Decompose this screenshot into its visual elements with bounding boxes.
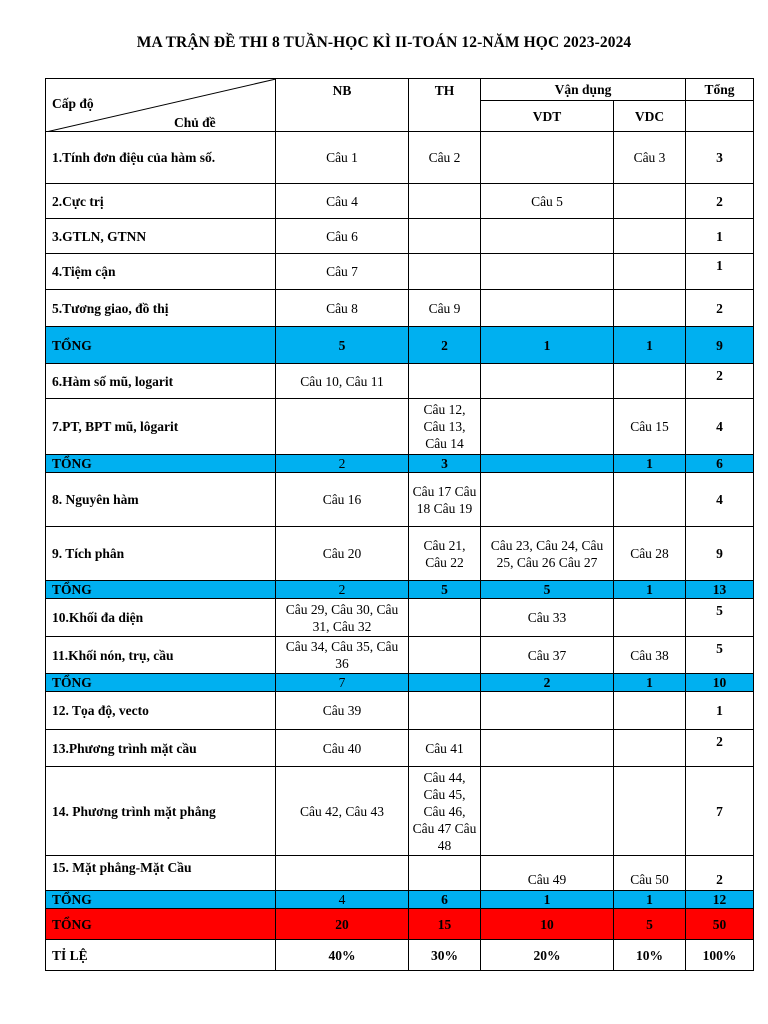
vdc-cell bbox=[614, 254, 686, 290]
nb-cell: 2 bbox=[276, 455, 409, 473]
th-cell: 5 bbox=[409, 581, 481, 599]
total-cell: 2 bbox=[686, 290, 754, 327]
subtotal-row bbox=[46, 455, 754, 473]
vdc-cell: Câu 50 bbox=[614, 856, 686, 891]
vdt-header: VDT bbox=[481, 101, 614, 132]
total-cell: 50 bbox=[686, 909, 754, 940]
page-title: MA TRẬN ĐỀ THI 8 TUẦN-HỌC KÌ II-TOÁN 12-NĂM HỌC 2023-2024 bbox=[136, 34, 632, 51]
vdt-cell: Câu 5 bbox=[481, 184, 614, 219]
nb-header: NB bbox=[276, 79, 409, 132]
th-cell: Câu 41 bbox=[409, 730, 481, 767]
nb-cell: Câu 29, Câu 30, Câu 31, Câu 32 bbox=[276, 599, 409, 637]
table-row bbox=[46, 132, 754, 184]
vdc-cell: 1 bbox=[614, 891, 686, 909]
vdc-cell bbox=[614, 692, 686, 730]
nb-cell: Câu 16 bbox=[276, 473, 409, 527]
nb-cell: 2 bbox=[276, 581, 409, 599]
topic-cell: 15. Mặt phẳng-Mặt Cầu bbox=[46, 856, 276, 891]
vdt-cell: Câu 37 bbox=[481, 637, 614, 674]
total-cell: 5 bbox=[686, 637, 754, 674]
topic-cell: 4.Tiệm cận bbox=[46, 254, 276, 290]
th-cell bbox=[409, 254, 481, 290]
vdt-cell bbox=[481, 767, 614, 856]
vdt-cell: 10 bbox=[481, 909, 614, 940]
th-cell bbox=[409, 856, 481, 891]
nb-cell bbox=[276, 856, 409, 891]
vdc-cell bbox=[614, 767, 686, 856]
th-cell bbox=[409, 184, 481, 219]
vdt-cell bbox=[481, 730, 614, 767]
nb-cell: Câu 8 bbox=[276, 290, 409, 327]
table-row bbox=[46, 254, 754, 290]
th-cell: 3 bbox=[409, 455, 481, 473]
vdc-cell bbox=[614, 599, 686, 637]
ratio-label: TỈ LỆ bbox=[46, 940, 276, 971]
table-row bbox=[46, 473, 754, 527]
nb-cell: Câu 10, Câu 11 bbox=[276, 364, 409, 399]
table-row bbox=[46, 290, 754, 327]
topic-cell: 11.Khối nón, trụ, cầu bbox=[46, 637, 276, 674]
vdt-cell: 20% bbox=[481, 940, 614, 971]
vandung-header: Vận dụng bbox=[481, 79, 686, 101]
th-cell: 6 bbox=[409, 891, 481, 909]
nb-cell: 5 bbox=[276, 327, 409, 364]
table-row bbox=[46, 399, 754, 455]
topic-cell: 12. Tọa độ, vecto bbox=[46, 692, 276, 730]
topic-cell: 13.Phương trình mặt cầu bbox=[46, 730, 276, 767]
nb-cell: 7 bbox=[276, 674, 409, 692]
vdt-cell: 1 bbox=[481, 327, 614, 364]
total-cell: 3 bbox=[686, 132, 754, 184]
nb-cell: Câu 20 bbox=[276, 527, 409, 581]
topic-cell: 5.Tương giao, đồ thị bbox=[46, 290, 276, 327]
topic-cell: 3.GTLN, GTNN bbox=[46, 219, 276, 254]
nb-cell: Câu 7 bbox=[276, 254, 409, 290]
topic-cell: 9. Tích phân bbox=[46, 527, 276, 581]
level-topic-header-cell bbox=[46, 79, 276, 132]
subtotal-row bbox=[46, 327, 754, 364]
level-header: Cấp độ bbox=[52, 96, 94, 111]
total-header-empty bbox=[686, 101, 754, 132]
total-cell: 2 bbox=[686, 856, 754, 891]
vdc-cell: Câu 28 bbox=[614, 527, 686, 581]
total-cell: 13 bbox=[686, 581, 754, 599]
exam-matrix-table bbox=[45, 78, 754, 971]
vdc-cell bbox=[614, 364, 686, 399]
nb-cell: Câu 4 bbox=[276, 184, 409, 219]
topic-cell: 6.Hàm số mũ, logarit bbox=[46, 364, 276, 399]
topic-cell: 7.PT, BPT mũ, lôgarit bbox=[46, 399, 276, 455]
th-cell: Câu 44, Câu 45, Câu 46, Câu 47 Câu 48 bbox=[409, 767, 481, 856]
header-row bbox=[46, 79, 754, 101]
topic-cell: 8. Nguyên hàm bbox=[46, 473, 276, 527]
total-cell: 5 bbox=[686, 599, 754, 637]
total-header: Tổng bbox=[686, 79, 754, 101]
th-cell: Câu 12, Câu 13, Câu 14 bbox=[409, 399, 481, 455]
vdt-cell bbox=[481, 254, 614, 290]
th-cell bbox=[409, 219, 481, 254]
vdc-cell bbox=[614, 730, 686, 767]
table-row bbox=[46, 219, 754, 254]
vdc-cell: 1 bbox=[614, 674, 686, 692]
topic-header: Chủ đề bbox=[174, 115, 216, 130]
vdc-cell: Câu 3 bbox=[614, 132, 686, 184]
nb-cell: Câu 1 bbox=[276, 132, 409, 184]
topic-cell: 14. Phương trình mặt phẳng bbox=[46, 767, 276, 856]
th-cell: Câu 17 Câu 18 Câu 19 bbox=[409, 473, 481, 527]
table-row bbox=[46, 637, 754, 674]
table-row bbox=[46, 527, 754, 581]
total-cell: 2 bbox=[686, 184, 754, 219]
table-row bbox=[46, 730, 754, 767]
nb-cell: Câu 34, Câu 35, Câu 36 bbox=[276, 637, 409, 674]
topic-cell: 1.Tính đơn điệu của hàm số. bbox=[46, 132, 276, 184]
vdc-cell bbox=[614, 473, 686, 527]
total-cell: 10 bbox=[686, 674, 754, 692]
th-cell bbox=[409, 364, 481, 399]
vdc-cell bbox=[614, 184, 686, 219]
nb-cell: 20 bbox=[276, 909, 409, 940]
vdt-cell: 2 bbox=[481, 674, 614, 692]
total-cell: 1 bbox=[686, 692, 754, 730]
vdc-cell: Câu 38 bbox=[614, 637, 686, 674]
table-row bbox=[46, 692, 754, 730]
vdt-cell: 1 bbox=[481, 891, 614, 909]
total-cell: 4 bbox=[686, 399, 754, 455]
grand-total-label: TỔNG bbox=[46, 909, 276, 940]
subtotal-label: TỔNG bbox=[46, 674, 276, 692]
th-cell: 2 bbox=[409, 327, 481, 364]
total-cell: 4 bbox=[686, 473, 754, 527]
table-row bbox=[46, 364, 754, 399]
nb-cell bbox=[276, 399, 409, 455]
vdt-cell bbox=[481, 692, 614, 730]
vdc-cell bbox=[614, 290, 686, 327]
grand-total-row bbox=[46, 909, 754, 940]
vdc-cell: 1 bbox=[614, 581, 686, 599]
total-cell: 6 bbox=[686, 455, 754, 473]
th-cell bbox=[409, 637, 481, 674]
total-cell: 2 bbox=[686, 364, 754, 399]
th-cell: Câu 2 bbox=[409, 132, 481, 184]
subtotal-row bbox=[46, 674, 754, 692]
vdt-cell bbox=[481, 473, 614, 527]
nb-cell: Câu 6 bbox=[276, 219, 409, 254]
total-cell: 9 bbox=[686, 327, 754, 364]
total-cell: 1 bbox=[686, 254, 754, 290]
vdt-cell bbox=[481, 219, 614, 254]
vdt-cell: Câu 23, Câu 24, Câu 25, Câu 26 Câu 27 bbox=[481, 527, 614, 581]
subtotal-label: TỔNG bbox=[46, 455, 276, 473]
vdt-cell bbox=[481, 399, 614, 455]
vdc-cell: 5 bbox=[614, 909, 686, 940]
th-cell bbox=[409, 674, 481, 692]
vdc-cell bbox=[614, 219, 686, 254]
th-cell: 30% bbox=[409, 940, 481, 971]
table-row bbox=[46, 599, 754, 637]
th-cell bbox=[409, 692, 481, 730]
nb-cell: 4 bbox=[276, 891, 409, 909]
th-cell bbox=[409, 599, 481, 637]
vdt-cell: Câu 49 bbox=[481, 856, 614, 891]
vdc-cell: Câu 15 bbox=[614, 399, 686, 455]
subtotal-row bbox=[46, 581, 754, 599]
nb-cell: Câu 39 bbox=[276, 692, 409, 730]
vdt-cell bbox=[481, 455, 614, 473]
total-cell: 100% bbox=[686, 940, 754, 971]
table-row bbox=[46, 767, 754, 856]
subtotal-row bbox=[46, 891, 754, 909]
total-cell: 9 bbox=[686, 527, 754, 581]
ratio-row bbox=[46, 940, 754, 971]
vdc-cell: 10% bbox=[614, 940, 686, 971]
vdt-cell: Câu 33 bbox=[481, 599, 614, 637]
th-header: TH bbox=[409, 79, 481, 132]
vdt-cell bbox=[481, 364, 614, 399]
vdc-header: VDC bbox=[614, 101, 686, 132]
total-cell: 1 bbox=[686, 219, 754, 254]
vdc-cell: 1 bbox=[614, 327, 686, 364]
vdc-cell: 1 bbox=[614, 455, 686, 473]
total-cell: 7 bbox=[686, 767, 754, 856]
vdt-cell bbox=[481, 290, 614, 327]
table-row bbox=[46, 856, 754, 891]
topic-cell: 10.Khối đa diện bbox=[46, 599, 276, 637]
subtotal-label: TỔNG bbox=[46, 327, 276, 364]
total-cell: 2 bbox=[686, 730, 754, 767]
table-row bbox=[46, 184, 754, 219]
subtotal-label: TỔNG bbox=[46, 891, 276, 909]
vdt-cell: 5 bbox=[481, 581, 614, 599]
total-cell: 12 bbox=[686, 891, 754, 909]
nb-cell: 40% bbox=[276, 940, 409, 971]
topic-cell: 2.Cực trị bbox=[46, 184, 276, 219]
vdt-cell bbox=[481, 132, 614, 184]
th-cell: Câu 21, Câu 22 bbox=[409, 527, 481, 581]
th-cell: Câu 9 bbox=[409, 290, 481, 327]
nb-cell: Câu 40 bbox=[276, 730, 409, 767]
nb-cell: Câu 42, Câu 43 bbox=[276, 767, 409, 856]
th-cell: 15 bbox=[409, 909, 481, 940]
subtotal-label: TỔNG bbox=[46, 581, 276, 599]
